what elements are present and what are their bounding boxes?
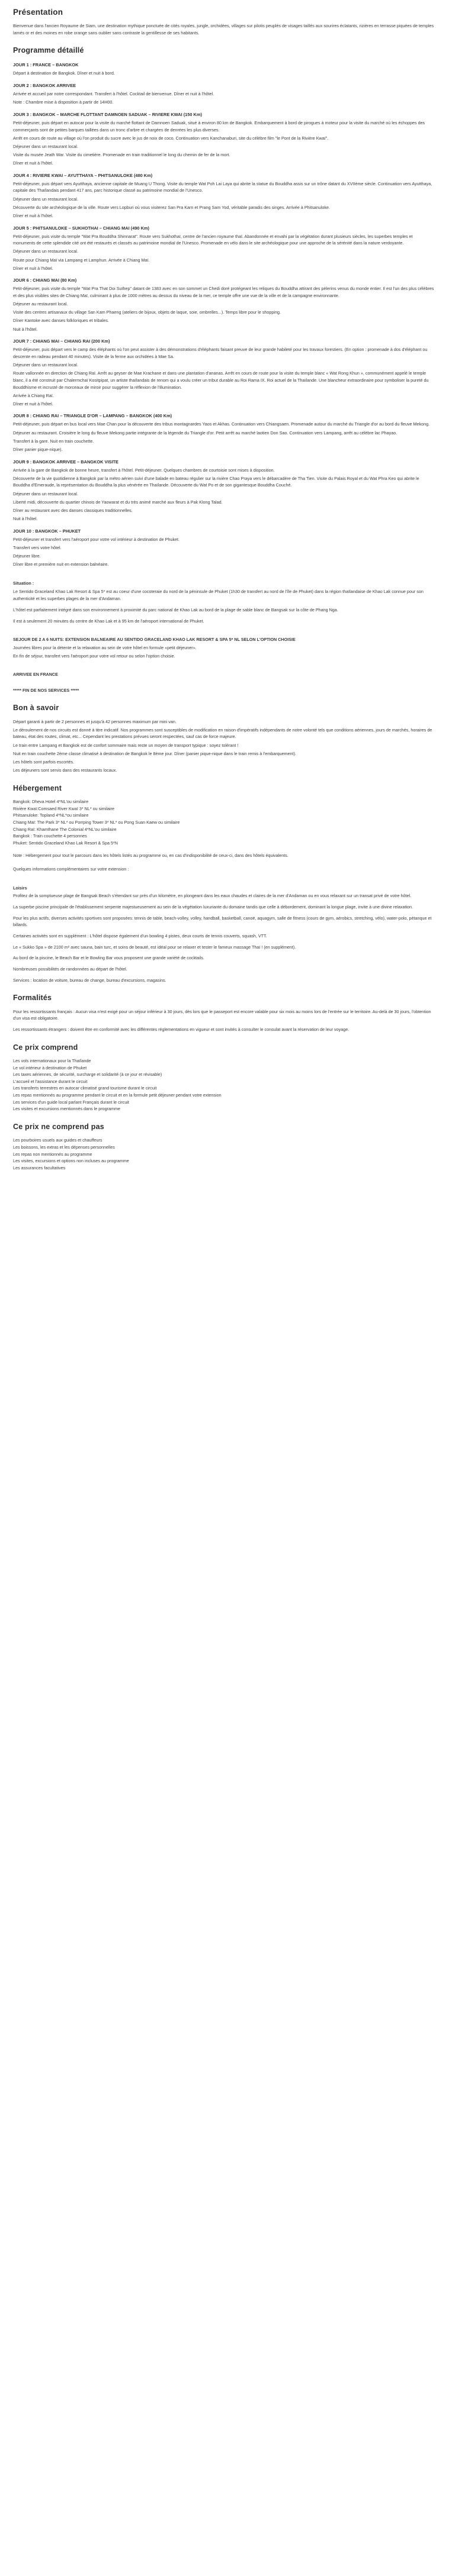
- day-title: JOUR 10 : BANGKOK – PHUKET: [13, 528, 81, 534]
- day-paragraph: Petit-déjeuner, puis départ vers le camp des éléphants où l'on peut assister à des démonstrations d'éléphants faisant preuve de leur grande habileté pour les travaux forestiers. (En option : promenade à dos d'éléphant ou descente en radeau pendant 40 minutes). Visite de la ferme aux orchidées à Mae Sa.: [13, 347, 428, 359]
- day-paragraph: Dîner au restaurant avec des danses classiques traditionnelles.: [13, 507, 133, 513]
- excluded-item: Les repas non mentionnés au programme: [13, 1151, 92, 1157]
- day-paragraph: Dîner et nuit à l'hôtel.: [13, 160, 53, 166]
- day-paragraph: Note : Chambre mise à disposition à partir de 14H00.: [13, 99, 114, 105]
- section-heading-formalites: Formalités: [13, 994, 52, 1002]
- excluded-item: Les assurances facultatives: [13, 1165, 66, 1171]
- day-paragraph: Déjeuner au restaurant local.: [13, 301, 68, 307]
- day-paragraph: Arrivée à Chiang Raï.: [13, 392, 54, 398]
- day-paragraph: Petit-déjeuner, puis visite du temple "Wat Pra That Doi Suthep" datant de 1383 avec en son sommet un Chedi doré protégeant les reliques du Bouddha attirant des pèlerins venus du monde entier. Il est l'un des plus célèbres et des plus visibles sites de Chiang Maï, culminant à plus de 1000 mètres au dessus du niveau de la mer, ce temple offre une vue de la ville et de la campagne environnante.: [13, 286, 434, 298]
- excluded-item: Les boissons, les extras et les dépenses personnelles: [13, 1144, 115, 1150]
- hotel-list-item: Chiang Maï: The Park 3* NL* ou Porrping Tower 3* NL* ou Pong Suan Kaew ou similaire: [13, 819, 180, 825]
- page-title: Présentation: [13, 8, 63, 17]
- day-paragraph: Dîner et nuit à l'hôtel.: [13, 401, 53, 407]
- day-paragraph: Dîner et nuit à l'hôtel.: [13, 265, 53, 271]
- formalites-paragraph: Les ressortissants étrangers : doivent être en conformité avec les différentes réglementations en vigueur et sont invités à consulter le consulat avant la réservation de leur voyage.: [13, 1026, 349, 1032]
- day-title: JOUR 9 : BANGKOK ARRIVEE – BANGKOK VISITE: [13, 459, 118, 465]
- day-paragraph: Déjeuner dans un restaurant local.: [13, 362, 78, 368]
- day-paragraph: Déjeuner dans un restaurant local.: [13, 491, 78, 496]
- day-paragraph: Déjeuner au restaurant. Croisière le long du fleuve Mekong partie intégrante de la légende du Triangle d'or. Petit arrêt au marché laotien Don Sao. Continuation vers Lampang, arrêt au célèbre lac Phayao.: [13, 430, 397, 436]
- situation-paragraph: Il est à seulement 20 minutes du centre de Khao Lak et à 95 km de l'aéroport international de Phuket.: [13, 618, 204, 624]
- excluded-item: Les pourboires usuels aux guides et chauffeurs: [13, 1137, 102, 1143]
- sejour-title: SEJOUR DE 2 A 6 NUITS: EXTENSION BALNEAIRE AU SENTIDO GRACELAND KHAO LAK RESORT & SPA 5* NL SELON L'OPTION CHOISIE: [13, 637, 296, 643]
- situation-paragraph: Le Sentido Graceland Khao Lak Resort & Spa 5* est au coeur d'une cocoteraie du nord de la péninsule de Phuket (1h30 de transfert au nord de l'île de Phuket) dans la région thaïlandaise de Khao Lak connue pour son authenticité et les superbes plages de la mer d'Andaman.: [13, 588, 424, 601]
- section-heading-ce-prix-comprend: Ce prix comprend: [13, 1043, 78, 1052]
- day-paragraph: Liberté midi, découverte du quartier chinois de Yaowarat et du très animé marché aux fleurs à Pak Klong Talad.: [13, 499, 223, 505]
- day-title: JOUR 6 : CHIANG MAI (80 Km): [13, 278, 77, 283]
- day-paragraph: Déjeuner libre.: [13, 553, 41, 559]
- hotel-list-item: Bangkok : Train couchette 4 personnes: [13, 833, 87, 839]
- intro-paragraph: Bienvenue dans l'ancien Royaume de Siam, une destination mythique ponctuée de cités royales, jungle, orchidées, villages sur pilotis peuplés de visages taillés aux sourires éclatants, rizières en terrasse piquées de temples lamés or et des moines en robe orange sans oublier sans contraste la gentillesse de ses habitants.: [13, 22, 434, 36]
- situation-label: Situation :: [13, 581, 34, 586]
- hotel-list-item: Bangkok: Dheva Hotel 4*NL'ou similaire: [13, 798, 89, 804]
- included-item: Les visites et excursions mentionnés dans le programme: [13, 1106, 120, 1112]
- section-heading-ce-prix-ne-comprend-pas: Ce prix ne comprend pas: [13, 1123, 104, 1131]
- loisirs-paragraph: Nombreuses possibilités de randonnées au départ de l'hôtel.: [13, 966, 127, 972]
- included-item: L'accueil et l'assistance durant le circuit: [13, 1078, 88, 1084]
- day-paragraph: Nuit à l'hôtel.: [13, 326, 38, 332]
- sejour-paragraph: En fin de séjour, transfert vers l'aéroport pour votre vol retour ou selon l'option choisie.: [13, 653, 175, 659]
- loisirs-paragraph: Services : location de voiture, bureau de change, bureau d'excursions, magasins.: [13, 977, 166, 983]
- included-item: Les services d'un guide local parlant Français durant le circuit: [13, 1099, 129, 1105]
- day-title: JOUR 2 : BANGKOK ARRIVEE: [13, 83, 76, 89]
- day-paragraph: Arrivée à la gare de Bangkok de bonne heure, transfert à l'hôtel. Petit-déjeuner. Quelques chambres de courtoisie sont mises à disposition.: [13, 467, 275, 473]
- day-paragraph: Visite du musée Jeath War. Visite du cimetière. Promenade en train traditionnel le long du chemin de fer de la mort.: [13, 151, 230, 157]
- day-paragraph: Dîner libre et première nuit en extension balnéaire.: [13, 562, 109, 568]
- included-item: Les vols internationaux pour la Thaïlande: [13, 1058, 91, 1063]
- hebergement-note: Note : Hébergement pour tout le parcours dans les hôtels listés au programme ou, en cas d'indisponibilité de ceux-ci, dans des hôtels équivalents.: [13, 852, 288, 858]
- included-item: Les taxes aériennes, de sécurité, surcharge et solidarité (à ce jour et révisable): [13, 1072, 162, 1078]
- day-paragraph: Découverte de la vie quotidienne à Bangkok par la métro aérien suivi d'une balade en bateau régulier sur la rivière Chao Praya vers le débarcadère de Tha Tien. Visite du Palais Royal et du Wat Phra Keo qui abrite le Bouddha d'Emeraude, la représentation du Bouddha la plus vénérée en Thaïlande. Découverte du Wat Po et de son gigantesque Bouddha Couché.: [13, 475, 419, 488]
- bon-a-savoir-paragraph: Le déroulement de nos circuits est donné à titre indicatif. Nos programmes sont susceptibles de modification en raison d'impératifs indépendants de notre volonté tels que conditions aériennes, jours de marchés, horaires de bateau, état des routes, climat, etc... Cependant les prestations prévues seront respectées, sauf cas de force majeure.: [13, 727, 432, 740]
- day-paragraph: Visite des centres artisanaux du village San Kam Phaeng (ateliers de bijoux, objets de laque, soie, ombrelles...). Temps libre pour le shopping.: [13, 309, 281, 315]
- included-item: Les transferts terrestres en autocar climatisé grand tourisme durant le circuit: [13, 1085, 157, 1091]
- loisirs-paragraph: Certaines activités sont en supplément : L'hôtel dispose également d'un bowling 4 pistes, deux courts de tennis couverts, squash, VTT.: [13, 933, 267, 939]
- day-paragraph: Petit-déjeuner, puis départ en autocar pour la visite du marché flottant de Damnoen Saduak, situé à environ 80 km de Bangkok. Embarquement à bord de pirogues à moteur pour la visite du marché où les échoppes des commerçants sont de petites barques taillées dans un tronc d'arbre et chargées de denrées les plus diverses.: [13, 120, 425, 133]
- included-item: Les repas mentionnés au programme pendant le circuit et en la formule petit déjeuner pendant votre extension: [13, 1092, 222, 1098]
- section-heading-programme: Programme détaillé: [13, 46, 84, 55]
- excluded-item: Les visites, excursions et options non incluses au programme: [13, 1158, 129, 1164]
- day-paragraph: Route vallonnée en direction de Chiang Raï. Arrêt au geyser de Mae Krachane et dans une plantation d'ananas. Arrêt en cours de route pour la visite du temple blanc « Wat Rong Khun », communément appelé le temple blanc, il a été construit par Chalermchaï Kositpipat, un artiste thaïlandais de renom qui a voulu créer un tribut durable au Roi Rama IX. Roi actuel de la Thaïlande. Une blancheur extraordinaire pour symboliser la pureté du Bouddhisme et incrusté de morceaux de miroir pour suggérer la réflexion de l'illumination.: [13, 370, 429, 390]
- hotel-list-item: Chiang Raï: Khamthane The Colonial 4*NL'ou similaire: [13, 826, 117, 832]
- situation-paragraph: L'hôtel est parfaitement intégré dans son environnement à proximité du parc national de Khao Lak au bord de la plage de sable blanc de Bangsak sur la côte de Phang Nga.: [13, 607, 338, 612]
- day-paragraph: Route pour Chiang Maï via Lampang et Lamphun. Arrivée à Chiang Maï.: [13, 257, 150, 263]
- day-paragraph: Arrivée et accueil par notre correspondant. Transfert à l'hôtel. Cocktail de bienvenue. Dîner et nuit à l'hôtel.: [13, 91, 214, 97]
- day-title: JOUR 8 : CHIANG RAI – TRIANGLE D'OR – LAMPANG – BANGKOK (400 Km): [13, 413, 172, 419]
- day-title: JOUR 7 : CHIANG MAI – CHIANG RAI (200 Km): [13, 338, 110, 344]
- section-heading-bon-a-savoir: Bon à savoir: [13, 704, 59, 712]
- day-paragraph: Déjeuner dans un restaurant local.: [13, 196, 78, 202]
- day-paragraph: Petit-déjeuner, puis visite du temple "Wat Pra Bouddha Shinnarat". Route vers Sukhothaï, centre de l'ancien royaume thaï. Abandonnée et envahi par la végétation durant plusieurs siècles, les superbes temples et monuments de cette splendide cité ont été restaurés et classés au patrimoine mondial de l'Unesco. Promenade en vélo dans le site archéologique pour une approche de la sérénité dans la nature verdoyante.: [13, 233, 413, 246]
- day-paragraph: Dîner et nuit à l'hôtel.: [13, 212, 53, 218]
- bon-a-savoir-paragraph: Départ garanti à partir de 2 personnes et jusqu'à 42 personnes maximum par mini van.: [13, 718, 177, 724]
- day-paragraph: Nuit à l'hôtel.: [13, 516, 38, 521]
- bon-a-savoir-paragraph: Nuit en train couchette 2ème classe climatisé à destination de Bangkok le 8ème jour. Dîner (panier pique-nique dans le train remis à l'embarquement).: [13, 750, 296, 756]
- formalites-paragraph: Pour les ressortissants français : Aucun visa n'est exigé pour un séjour inférieur à 30 jours, dès lors que le passeport est encore valable pour six mois au moins lors de l'entrée sur le territoire. Au-delà de 30 jours, l'obtention d'un visa est obligatoire.: [13, 1008, 431, 1021]
- bon-a-savoir-paragraph: Les hôtels sont parfois escortés.: [13, 759, 75, 765]
- bon-a-savoir-paragraph: Le train entre Lampang et Bangkok est de confort sommaire mais reste un moyen de transport typique : soyez tolérant !: [13, 742, 239, 748]
- day-title: JOUR 5 : PHITSANULOKE – SUKHOTHAI – CHIANG MAI (490 Km): [13, 225, 149, 231]
- day-title: JOUR 4 : RIVIERE KWAI – AYUTTHAYA – PHITSANULOKE (480 Km): [13, 172, 153, 178]
- bon-a-savoir-paragraph: Les déjeuners sont servis dans des restaurants locaux.: [13, 768, 117, 773]
- travel-brochure-page: [0, 0, 449, 1189]
- day-paragraph: Petit-déjeuner, puis départ en bus local vers Mae Chan pour la découverte des tribus montagnardes Yaos et Akhas. Continuation vers Chiangsaen. Promenade autour du marché du Triangle d'or au bord du fleuve Mekong.: [13, 421, 430, 427]
- day-paragraph: Départ à destination de Bangkok. Dîner et nuit à bord.: [13, 70, 115, 76]
- hotel-list-item: Phuket: Sentido Graceland Khao Lak Resort & Spa 5*N: [13, 840, 118, 846]
- fin-services-label: ***** FIN DE NOS SERVICES *****: [13, 687, 79, 693]
- included-item: Le vol intérieur à destination de Phuket: [13, 1065, 87, 1071]
- day-title: JOUR 3 : BANGKOK – MARCHE FLOTTANT DAMNOEN SADUAK – RIVIERE KWAI (150 Km): [13, 111, 202, 117]
- hotel-list-item: Rivière Kwaï:Comsaed River Kwaï 3* NL* ou similaire: [13, 805, 114, 811]
- day-paragraph: Déjeuner dans un restaurant local.: [13, 249, 78, 254]
- loisirs-paragraph: Au bord de la piscine, le Beach Bar et le Bowling Bar vous proposent une grande variété de cocktails.: [13, 955, 204, 961]
- day-paragraph: Découverte du site archéologique de la ville. Route vers Lopburi où vous visiterez San Pra Karn et Prang Sam Yod, véritable paradis des singes. Arrivée à Phitsanuloke.: [13, 204, 330, 210]
- day-paragraph: Petit-déjeuner et transfert vers l'aéroport pour votre vol intérieur à destination de Phuket.: [13, 536, 180, 542]
- loisirs-paragraph: Profitez de la somptueuse plage de Bangsak Beach s'étendant sur près d'un kilomètre, en plongeant dans les eaux chaudes et claires de la mer d'Andaman ou en vous relaxant sur un transat privé de votre hôtel.: [13, 893, 412, 899]
- loisirs-paragraph: La superbe piscine principale de l'établissement serpente majestueusement au sein de la végétation luxuriante du domaine tandis que celle à débordement, dominant la longue plage, invite à une divine relaxation.: [13, 904, 413, 910]
- day-paragraph: Déjeuner dans un restaurant local.: [13, 143, 78, 149]
- day-paragraph: Arrêt en cours de route au village où l'on produit du sucre avec le jus de noix de coco. Continuation vers Kanchanaburi, site du célèbre film "le Pont de la Rivière Kwaï".: [13, 135, 329, 141]
- section-heading-hebergement: Hébergement: [13, 784, 62, 792]
- loisirs-paragraph: Le « Sukko Spa » de 2100 m² avec sauna, bain turc, et soins de beauté, est idéal pour se relaxer et tester le fameux massage Thaï ! (en supplément).: [13, 944, 296, 950]
- sejour-paragraph: Journées libres pour la détente et la relaxation au sein de votre hôtel en formule «petit déjeuner».: [13, 644, 197, 650]
- hebergement-complement-label: Quelques informations complémentaires sur votre extension :: [13, 866, 129, 872]
- loisirs-paragraph: Pour les plus actifs, diverses activités sportives sont proposées: tennis de table, beach-volley, volley, handball, basketball, canoë, aquagym, salle de fitness (cours de gym, aérobics, stretching, vélo), water-polo, pétanque et billards.: [13, 915, 432, 928]
- day-paragraph: Dîner panier pique-nique).: [13, 446, 63, 452]
- day-paragraph: Transfert vers votre hôtel.: [13, 544, 62, 550]
- loisirs-label: Loisirs: [13, 885, 27, 891]
- day-title: JOUR 1 : FRANCE – BANGKOK: [13, 62, 79, 68]
- arrivee-france-label: ARRIVEE EN FRANCE: [13, 672, 58, 678]
- day-paragraph: Dîner Kantoke avec danses folkloriques et tribales.: [13, 318, 109, 324]
- day-paragraph: Transfert à la gare. Nuit en train couchette.: [13, 438, 94, 444]
- day-paragraph: Petit-déjeuner, puis départ vers Ayutthaya, ancienne capitale de Muang U Thong. Visite du temple Wat Poh Lai Laya qui abrite la statue du Bouddha assis sur un trône datant du XVIIème siècle. Continuation vers Ayutthaya, capitale des Thaïlandais pendant 417 ans, parc historique classé au patrimoine mondial de l'Unesco.: [13, 180, 432, 194]
- hotel-list-item: Phitsanuloke: Topland 4*NL*ou similaire: [13, 813, 89, 818]
